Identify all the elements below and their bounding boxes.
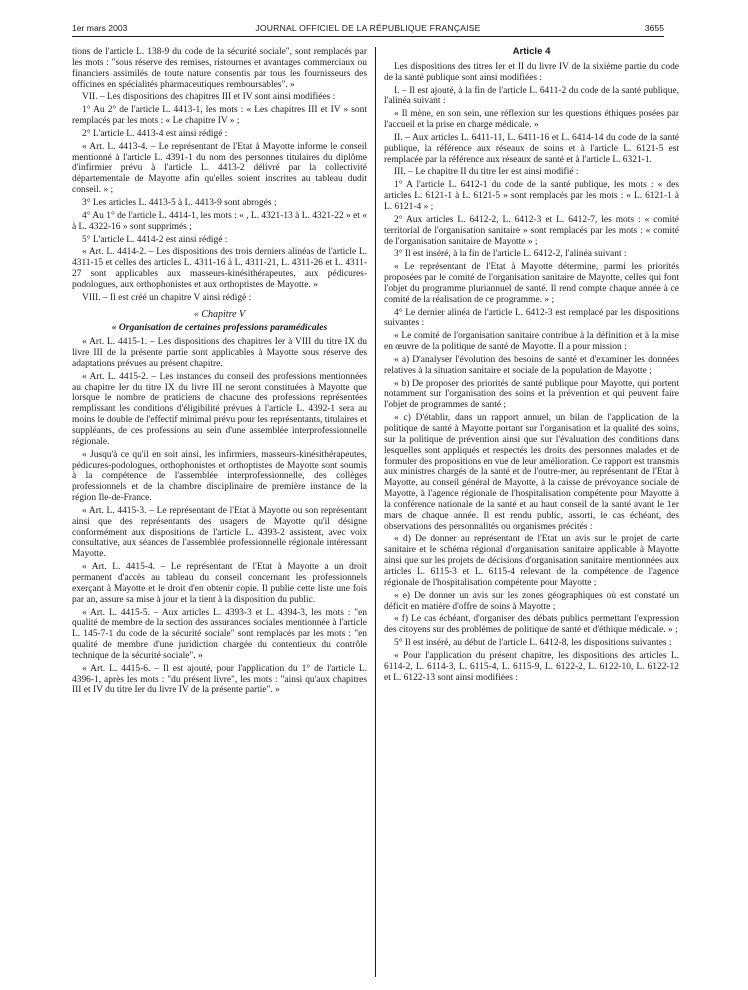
paragraph: « e) De donner un avis sur les zones géographiques où est constaté un déficit en matière d'offre de soins à Mayotte ;: [384, 590, 679, 612]
paragraph: « d) De donner au représentant de l'Etat un avis sur le projet de carte sanitaire et le schéma régional d'organisation sanitaire applicable à Mayotte ainsi que sur les projets de décisions d'organisation sanitaire mentionnées aux articles L. 6115-3 et L. 6115-4 relevant de la compétence de l'agence régionale de l'hospitalisation compétente pour Mayotte ;: [384, 534, 679, 588]
paragraph: « Art. L. 4414-2. – Les dispositions des trois derniers alinéas de l'article L. 4311-15 et celles des articles L. 4311-16 à L. 4311-21, L. 4311-26 et L. 4311-27 sont applicables aux masseurs-kinésithérapeutes, aux pédicures-podologues, aux orthophonistes et aux orthoptistes de Mayotte. »: [72, 247, 367, 290]
paragraph: « b) De proposer des priorités de santé publique pour Mayotte, qui portent notamment sur l'organisation des soins et la prévention et qui peuvent faire l'objet de programmes de santé ;: [384, 378, 679, 411]
left-column: [72, 47, 367, 698]
paragraph: « f) Le cas échéant, d'organiser des débats publics permettant l'expression des citoyens sur des problèmes de politique de santé et d'éthique médicale. » ;: [384, 614, 679, 636]
paragraph: 1° Au 2° de l'article L. 4413-1, les mots : « Les chapitres III et IV » sont remplacés par les mots : « Le chapitre IV » ;: [72, 105, 367, 127]
paragraph: « Pour l'application du présent chapitre, les dispositions des articles L. 6114-2, L. 6114-3, L. 6115-4, L. 6115-9, L. 6122-2, L. 6122-10, L. 6122-12 et L. 6122-13 sont ainsi modifiées :: [384, 650, 679, 683]
paragraph: « Art. L. 4415-4. – Le représentant de l'Etat à Mayotte a un droit permanent d'accès au tableau du conseil concernant les professionnels exerçant à Mayotte et le droit d'en obtenir copie. Il publie cette liste une fois par an, assure sa mise à jour et la tient à la disposition du public.: [72, 562, 367, 605]
paragraph: 2° Aux articles L. 6412-2, L. 6412-3 et L. 6412-7, les mots : « comité territorial de l'organisation sanitaire » sont remplacés par les mots : « comité de l'organisation sanitaire de Mayotte » ;: [384, 214, 679, 247]
paragraph: 3° Il est inséré, à la fin de l'article L. 6412-2, l'alinéa suivant :: [394, 249, 627, 260]
paragraph: « Art. L. 4413-4. – Le représentant de l'Etat à Mayotte informe le conseil mentionné à l'article L. 4391-1 du nom des personnes titulaires du diplôme d'infirmier prévu à l'article L. 4413-2 délivré par la collectivité départementale de Mayotte afin qu'elles soient inscrites au tableau dudit conseil. » ;: [72, 141, 367, 196]
header-date: 1er mars 2003: [72, 23, 128, 33]
paragraph: « Art. L. 4415-1. – Les dispositions des chapitres Ier à VIII du titre IX du livre III de la présente partie sont applicables à Mayotte sous réserve des adaptations prévues au présent chapitre.: [72, 337, 367, 369]
paragraph: 5° L'article L. 4414-2 est ainsi rédigé :: [82, 234, 228, 245]
paragraph: « Le comité de l'organisation sanitaire contribue à la définition et à la mise en œuvre de la politique de santé de Mayotte. Il a pour mission :: [384, 331, 679, 353]
chapter-heading: « Chapitre V: [193, 308, 246, 320]
right-column: [384, 47, 679, 685]
paragraph: VIII. – Il est créé un chapitre V ainsi rédigé :: [82, 292, 252, 303]
paragraph: 4° Le dernier alinéa de l'article L. 6412-3 est remplacé par les dispositions suivantes :: [384, 307, 679, 329]
paragraph: II. – Aux articles L. 6411-11, L. 6411-16 et L. 6414-14 du code de la santé publique, la référence aux réseaux de soins et à l'article L. 6121-5 est remplacée par la référence aux réseaux de santé et à l'article L. 6321-1.: [384, 132, 679, 165]
paragraph: Les dispositions des titres Ier et II du livre IV de la sixième partie du code de la santé publique sont ainsi modifiées :: [384, 61, 679, 83]
paragraph: « Jusqu'à ce qu'il en soit ainsi, les infirmiers, masseurs-kinésithérapeutes, pédicures-podologues, orthophonistes et orthoptistes de Mayotte sont soumis à la compétence de l'assemblée interprofessionnelle, des collèges professionnels et de la chambre disciplinaire de première instance de la région Ile-de-France.: [72, 449, 367, 504]
paragraph: VII. – Les dispositions des chapitres III et IV sont ainsi modifiées :: [82, 92, 336, 103]
chapter-title: « Organisation de certaines professions paramédicales: [111, 322, 328, 334]
paragraph: « a) D'analyser l'évolution des besoins de santé et d'examiner les données relatives à la situation sanitaire et sociale de la population de Mayotte ;: [384, 354, 679, 376]
paragraph: 4° Au 1° de l'article L. 4414-1, les mots : « , L. 4321-13 à L. 4321-22 » et « à L. 4322-16 » sont supprimés ;: [72, 210, 367, 232]
paragraph: « Art. L. 4415-5. – Aux articles L. 4393-3 et L. 4394-3, les mots : "en qualité de membre de la section des assurances sociales mentionnée à l'article L. 145-7-1 du code de la sécurité sociale" sont remplacés par les mots : "en qualité de membre d'une juridiction chargée du contentieux du contrôle technique de la sécurité sociale". »: [72, 607, 367, 661]
paragraph: « c) D'établir, dans un rapport annuel, un bilan de l'application de la politique de santé à Mayotte portant sur l'organisation et la qualité des soins, sur la politique de prévention ainsi que sur l'évaluation des conditions dans lesquelles sont appliqués et respectés les droits des personnes malades et de formuler des propositions en vue de leur amélioration. Ce rapport est transmis aux ministres chargés de la santé et de l'outre-mer, au représentant de l'Etat à Mayotte, au conseil général de Mayotte, à la caisse de prévoyance sociale de Mayotte, à l'agence régionale de l'hospitalisation compétente pour Mayotte à la conférence nationale de la santé et au haut conseil de la santé avant le 1er mars de chaque année. Il est rendu public, assorti, le cas échéant, des observations des personnalités ou organismes précités :: [384, 413, 679, 532]
paragraph: « Il mène, en son sein, une réflexion sur les questions éthiques posées par l'accueil et la prise en charge médicale. »: [384, 109, 679, 131]
paragraph: III. – Le chapitre II du titre Ier est ainsi modifié :: [394, 167, 579, 178]
paragraph: « Art. L. 4415-6. – Il est ajouté, pour l'application du 1° de l'article L. 4396-1, après les mots : "du présent livre", les mots : "ainsi qu'aux chapitres III et IV du titre Ier du livre IV de la présente partie". »: [72, 663, 367, 696]
paragraph: 3° Les articles L. 4413-5 à L. 4413-9 sont abrogés ;: [82, 197, 277, 208]
column-divider: [375, 47, 376, 977]
paragraph: « Art. L. 4415-3. – Le représentant de l'Etat à Mayotte ou son représentant ainsi que des représentants des usagers de Mayotte qu'il désigne conformément aux dispositions de l'article L. 4393-2 assistent, avec voix consultative, aux séances de l'assemblée professionnelle régionale intéressant Mayotte.: [72, 505, 367, 560]
journal-title: JOURNAL OFFICIEL DE LA RÉPUBLIQUE FRANÇAISE: [255, 23, 481, 33]
page-header: [72, 22, 664, 37]
paragraph: 5° Il est inséré, au début de l'article L. 6412-8, les dispositions suivantes :: [394, 638, 672, 649]
paragraph: 1° A l'article L. 6412-1 du code de la santé publique, les mots : « des articles L. 6121-1 à L. 6121-5 » sont remplacés par les mots : « L. 6121-1 à L. 6121-4 » ;: [384, 180, 679, 212]
page-number: 3655: [644, 23, 664, 33]
paragraph: « Le représentant de l'Etat à Mayotte détermine, parmi les priorités proposées par le comité de l'organisation sanitaire de Mayotte, celles qui font l'objet du programme pluriannuel de santé. Il rend compte chaque année à ce comité de la réalisation de ce programme. » ;: [384, 262, 679, 305]
paragraph: « Art. L. 4415-2. – Les instances du conseil des professions mentionnées au chapitre Ier du titre IX du livre III ne seront constituées à Mayotte que lorsque le nombre de praticiens de chacune des professions représentées remplissant les conditions d'éligibilité prévues à l'article L. 4392-1 sera au moins le double de l'effectif minimal prévu pour les représentants, titulaires et suppléants, de ces professions au sein d'une assemblée interprofessionnelle régionale.: [72, 371, 367, 447]
paragraph: I. – Il est ajouté, à la fin de l'article L. 6411-2 du code de la santé publique, l'alinéa suivant :: [384, 85, 679, 107]
paragraph: 2° L'article L. 4413-4 est ainsi rédigé :: [82, 128, 228, 139]
article-heading: Article 4: [512, 46, 551, 57]
paragraph: tions de l'article L. 138-9 du code de la sécurité sociale", sont remplacés par les mots : "sous réserve des remises, ristournes et avantages commerciaux ou financiers assimilés de toute nature consentis par tous les fournisseurs des officines en spécialités pharmaceutiques remboursables". »: [72, 47, 367, 90]
